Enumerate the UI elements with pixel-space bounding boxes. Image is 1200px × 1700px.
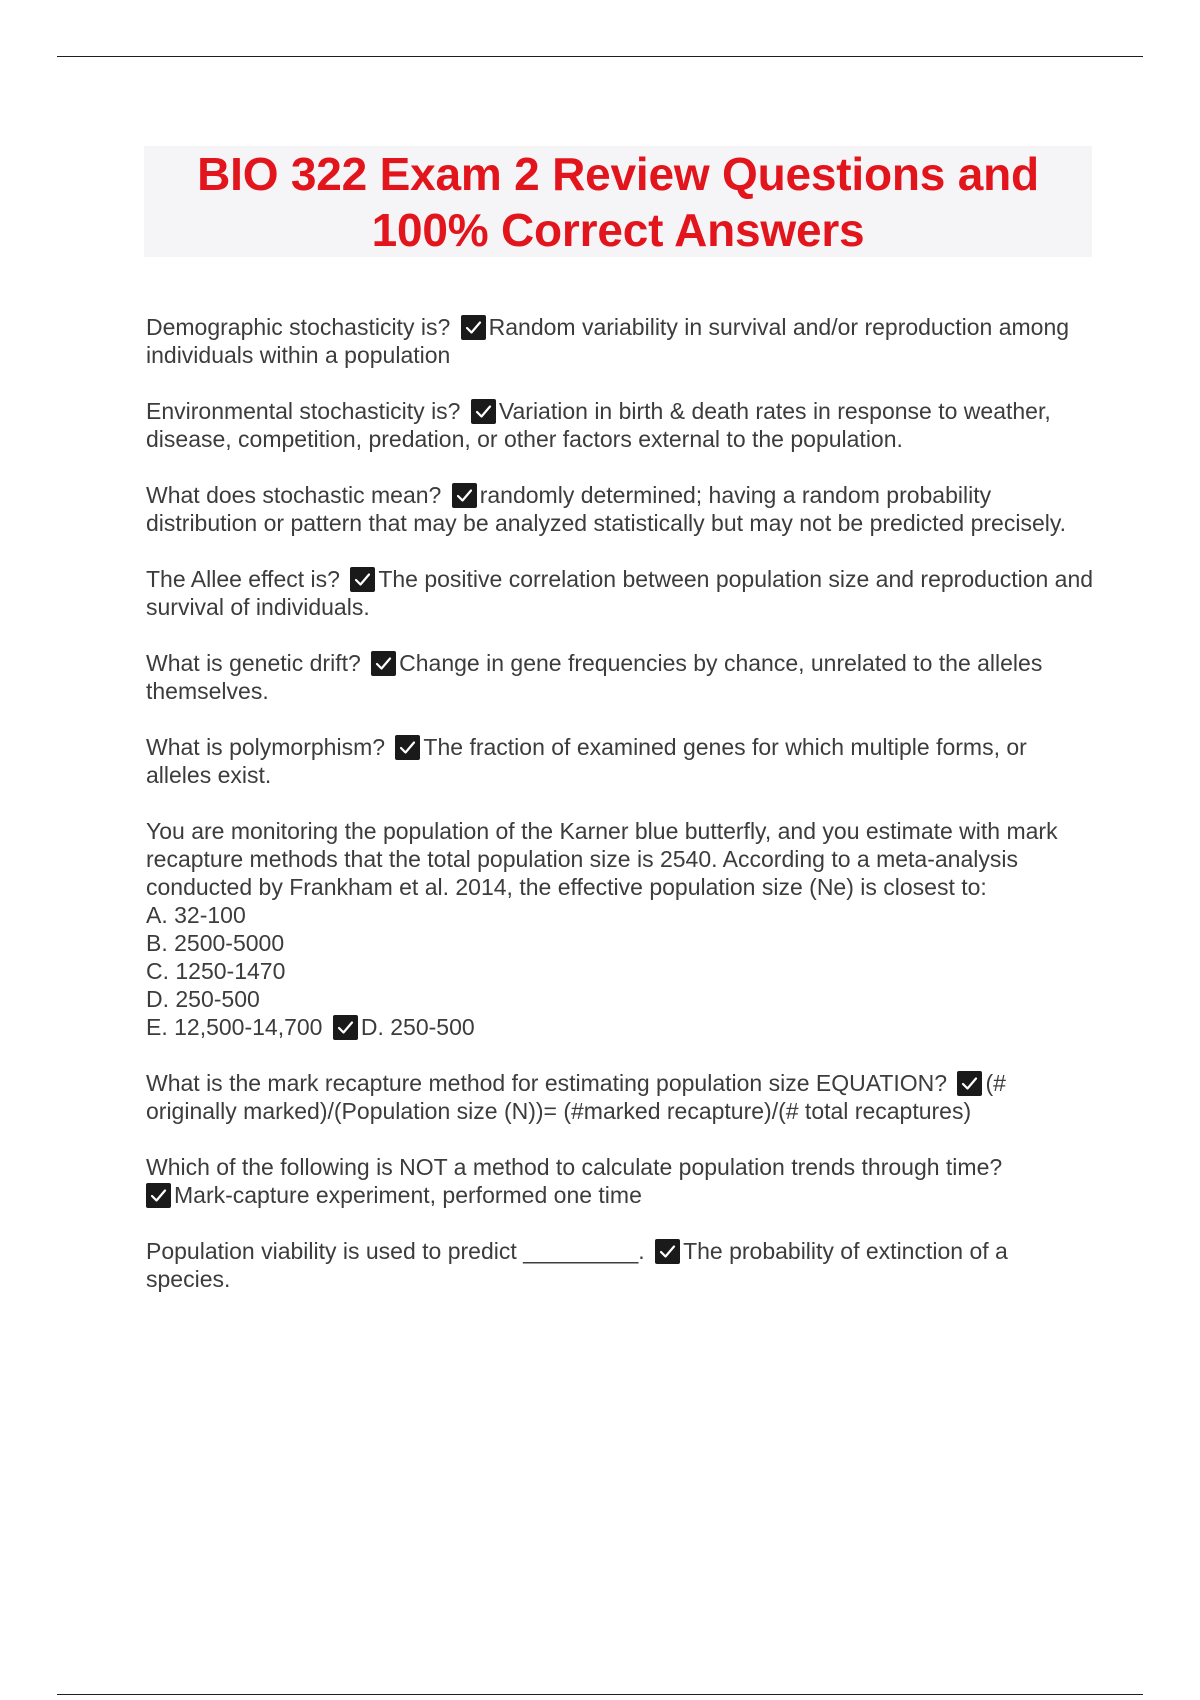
question-text: You are monitoring the population of the Karner blue butterfly, and you estimate with mark recapture methods that the total population size is 2540. According to a meta-analysis conducted by Frankham et al. 2014, the effective population size (Ne) is closest to: (146, 818, 1058, 900)
question-text: Environmental stochasticity is? (146, 398, 461, 424)
option-c: C. 1250-1470 (146, 958, 286, 984)
answer-text: The probability of extinction of a species. (146, 1238, 1008, 1292)
answer-text: (# originally marked)/(Population size (N))= (#marked recapture)/(# total recaptures) (146, 1070, 1006, 1124)
option-d: D. 250-500 (146, 986, 260, 1012)
title-line-1: BIO 322 Exam 2 Review Questions and (197, 147, 1039, 200)
check-box-icon (957, 1071, 982, 1096)
check-box-icon (350, 567, 375, 592)
qa-item (146, 1069, 1096, 1125)
qa-item (146, 1237, 1096, 1293)
qa-item (146, 649, 1096, 705)
answer-text: The positive correlation between population size and reproduction and survival of individuals. (146, 566, 1094, 620)
bottom-rule (57, 1694, 1143, 1695)
question-text: What is the mark recapture method for estimating population size EQUATION? (146, 1070, 948, 1096)
qa-item (146, 481, 1096, 537)
question-text: What is polymorphism? (146, 734, 386, 760)
question-text: Demographic stochasticity is? (146, 314, 451, 340)
option-a: A. 32-100 (146, 902, 246, 928)
answer-text: randomly determined; having a random probability distribution or pattern that may be analyzed statistically but may not be predicted precisely. (146, 482, 1067, 536)
check-box-icon (452, 483, 477, 508)
check-box-icon (371, 651, 396, 676)
check-box-icon (471, 399, 496, 424)
qa-list (146, 313, 1096, 1321)
question-text: Population viability is used to predict _________. (146, 1238, 645, 1264)
qa-item (146, 1153, 1096, 1209)
check-box-icon (655, 1239, 680, 1264)
question-text: What is genetic drift? (146, 650, 361, 676)
qa-item (146, 565, 1096, 621)
question-text: What does stochastic mean? (146, 482, 442, 508)
document-title (197, 146, 1039, 258)
qa-item (146, 817, 1096, 1041)
check-box-icon (461, 315, 486, 340)
check-box-icon (395, 735, 420, 760)
option-b: B. 2500-5000 (146, 930, 285, 956)
qa-item (146, 733, 1096, 789)
qa-item (146, 313, 1096, 369)
question-text: The Allee effect is? (146, 566, 340, 592)
answer-text: The fraction of examined genes for which multiple forms, or alleles exist. (146, 734, 1027, 788)
top-rule (57, 56, 1143, 57)
answer-text: Variation in birth & death rates in response to weather, disease, competition, predation, or other factors external to the population. (146, 398, 1051, 452)
option-e: E. 12,500-14,700 (146, 1014, 323, 1040)
answer-text: Change in gene frequencies by chance, unrelated to the alleles themselves. (146, 650, 1043, 704)
qa-item (146, 397, 1096, 453)
title-line-2: 100% Correct Answers (371, 203, 865, 256)
question-text: Which of the following is NOT a method to calculate population trends through time? (146, 1154, 1003, 1180)
answer-text: Random variability in survival and/or reproduction among individuals within a population (146, 314, 1070, 368)
check-box-icon (146, 1183, 171, 1208)
title-banner (144, 146, 1092, 257)
answer-text: Mark-capture experiment, performed one time (174, 1182, 642, 1208)
check-box-icon (333, 1015, 358, 1040)
answer-text: D. 250-500 (360, 1014, 475, 1040)
